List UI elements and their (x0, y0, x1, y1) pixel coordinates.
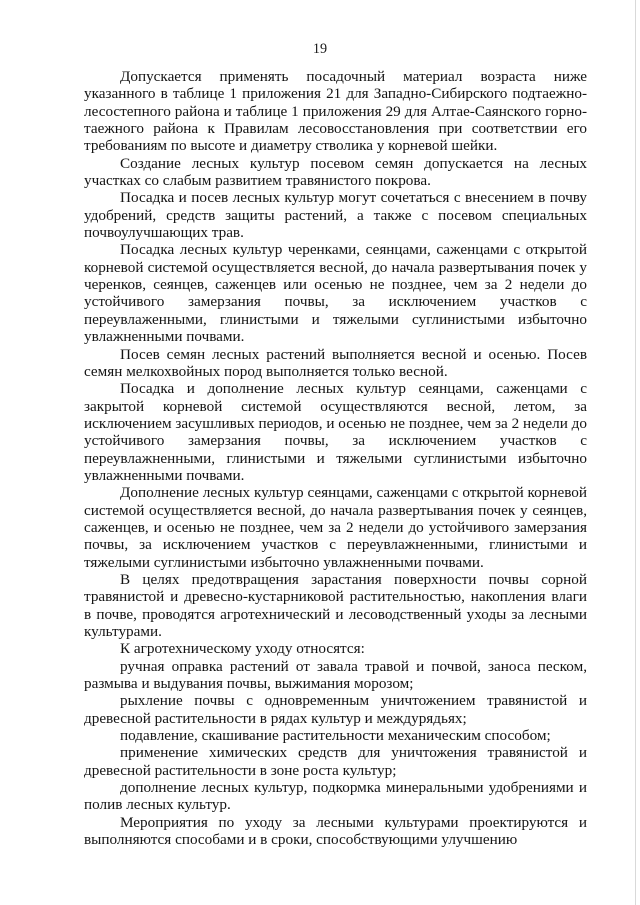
paragraph-overgrowth-prevention: В целях предотвращения зарастания поверхности почвы сорной травянистой и древесно-кустарниковой растительностью, накопления влаги в почве, проводятся агротехнический и лесоводственный уходы за лесными культурами. (84, 570, 587, 640)
paragraph-care-measures: Мероприятия по уходу за лесными культурами проектируются и выполняются способами и в сроки, способствующими улучшению (84, 813, 587, 849)
list-item-manual-straightening: ручная оправка растений от завала травой и почвой, заноса песком, размыва и выдувания почвы, выжимания морозом; (84, 657, 587, 693)
paragraph-planting-material-age: Допускается применять посадочный материал возраста ниже указанного в таблице 1 приложения 21 для Западно-Сибирского подтаежно-лесостепного района и таблице 1 приложения 29 для Алтае-Саянского горно-таежного района к Правилам лесовосстановления при соответствии его требованиям по высоте и диаметру стволика у корневой шейки. (84, 68, 587, 155)
list-item-mowing: подавление, скашивание растительности механическим способом; (120, 727, 551, 745)
page-edge-line (635, 0, 636, 905)
page-number: 19 (312, 41, 328, 57)
list-item-loosening: рыхление почвы с одновременным уничтожением травянистой и древесной растительности в рядах культур и междурядьях; (84, 692, 587, 727)
paragraph-open-root-planting: Посадка лесных культур черенками, сеянцами, саженцами с открытой корневой системой осуществляется весной, до начала развертывания почек у черенков, сеянцев, саженцев или осенью не позднее, чем за 2 недели до устойчивого замерзания почвы, за исключением участков с переувлаженными, глинистыми и тяжелыми суглинистыми избыточно увлажненными почвами. (84, 241, 587, 346)
paragraph-closed-root-planting: Посадка и дополнение лесных культур сеянцами, саженцами с закрытой корневой системой осуществляются весной, летом, за исключением засушливых периодов, и осенью не позднее, чем за 2 недели до устойчивого замерзания почвы, за исключением участков с переувлажненными, глинистыми и тяжелыми суглинистыми избыточно увлажненными почвами. (84, 380, 587, 484)
paragraph-seed-sowing: Создание лесных культур посевом семян допускается на лесных участках со слабым развитием травянистого покрова. (84, 154, 587, 190)
list-item-chemicals: применение химических средств для уничтожения травянистой и древесной растительности в зоне роста культур; (84, 744, 587, 779)
paragraph-agrotech-care-intro: К агротехническому уходу относятся: (120, 640, 365, 658)
list-item-supplement-feeding: дополнение лесных культур, подкормка минеральными удобрениями и полив лесных культур. (84, 779, 587, 814)
body-text (84, 68, 587, 848)
paragraph-fertilizers: Посадка и посев лесных культур могут сочетаться с внесением в почву удобрений, средств защиты растений, а также с посевом специальных почвоулучшающих трав. (84, 189, 587, 242)
paragraph-seed-sowing-season: Посев семян лесных растений выполняется весной и осенью. Посев семян мелкохвойных пород выполняется только весной. (84, 345, 587, 380)
paragraph-open-root-supplement: Дополнение лесных культур сеянцами, саженцами с открытой корневой системой осуществляется весной, до начала развертывания почек у сеянцев, саженцев, и осенью не позднее, чем за 2 недели до устойчивого замерзания почвы, за исключением участков с переувлажненными, глинистыми и тяжелыми суглинистыми избыточно увлажненными почвами. (84, 484, 587, 571)
